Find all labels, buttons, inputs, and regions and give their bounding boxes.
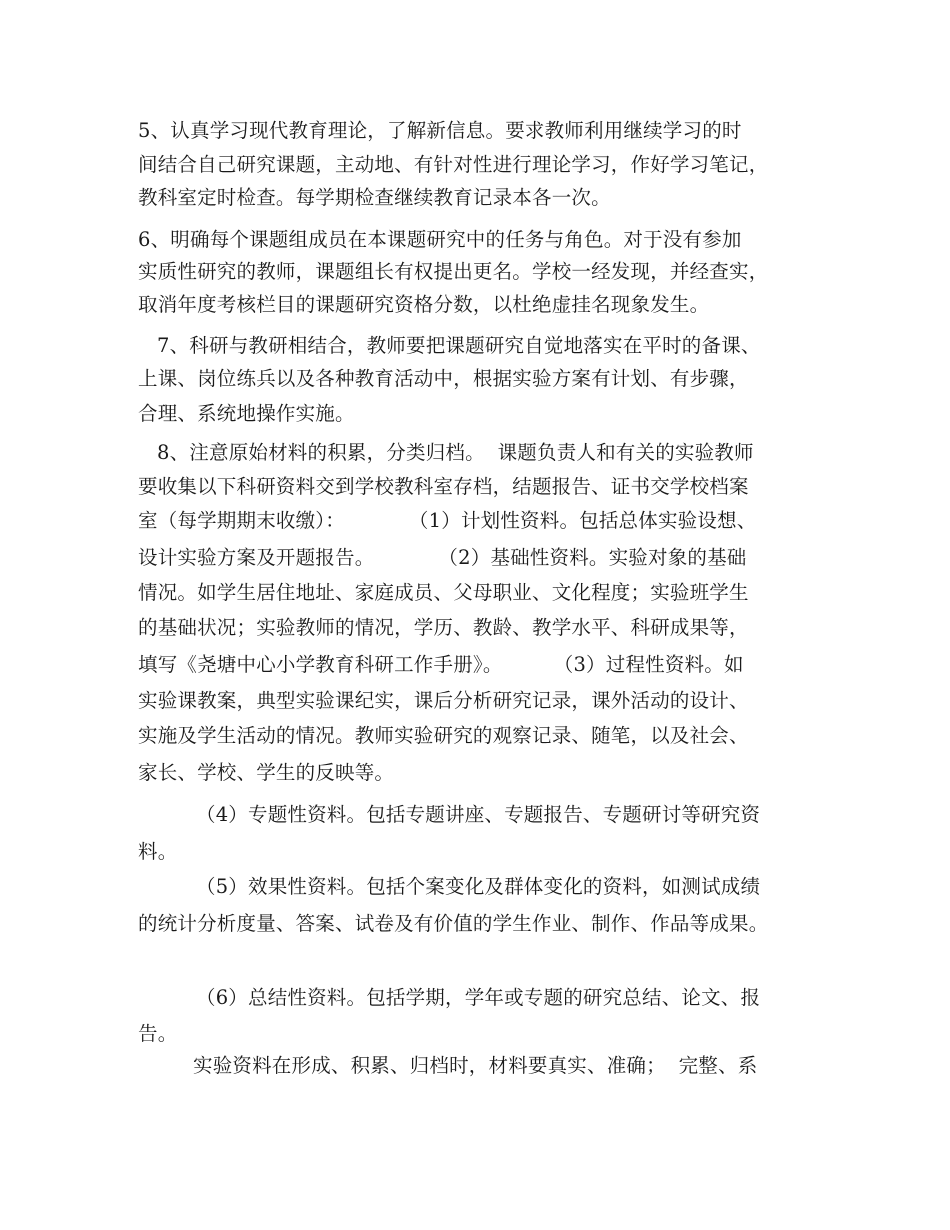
text-line: 实验资料在形成、积累、归档时，材料要真实、准确； 完整、系: [193, 1054, 758, 1077]
text-line: 填写《尧塘中心小学教育科研工作手册》。 （3）过程性资料。如: [138, 653, 744, 676]
text-line: 上课、岗位练兵以及各种教育活动中，根据实验方案有计划、有步骤，: [138, 367, 749, 390]
text-line: （6）总结性资料。包括学期，学年或专题的研究总结、论文、报: [196, 986, 761, 1009]
text-line: 合理、系统地操作实施。: [138, 402, 355, 425]
text-line: 实验课教案，典型实验课纪实，课后分析研究记录，课外活动的设计、: [138, 689, 749, 712]
text-line: 要收集以下科研资料交到学校教科室存档，结题报告、证书交学校档案: [138, 475, 749, 498]
text-line: 实施及学生活动的情况。教师实验研究的观察记录、随笔，以及社会、: [138, 724, 749, 747]
text-line: 告。: [138, 1022, 178, 1045]
text-line: 6、明确每个课题组成员在本课题研究中的任务与角色。对于没有参加: [138, 228, 742, 251]
text-line: （4）专题性资料。包括专题讲座、专题报告、专题研讨等研究资: [196, 803, 761, 826]
text-line: （5）效果性资料。包括个案变化及群体变化的资料，如测试成绩: [196, 875, 761, 898]
text-line: 间结合自己研究课题，主动地、有针对性进行理论学习，作好学习笔记，: [138, 153, 769, 176]
text-line: 8、注意原始材料的积累，分类归档。 课题负责人和有关的实验教师: [157, 441, 754, 464]
text-line: 料。: [138, 840, 178, 863]
text-line: 情况。如学生居住地址、家庭成员、父母职业、文化程度；实验班学生: [138, 581, 749, 604]
text-line: 7、科研与教研相结合，教师要把课题研究自觉地落实在平时的备课、: [157, 334, 761, 357]
text-line: 的统计分析度量、答案、试卷及有价值的学生作业、制作、作品等成果。: [138, 912, 769, 935]
text-line: 5、认真学习现代教育理论，了解新信息。要求教师利用继续学习的时: [138, 119, 742, 142]
text-line: 家长、学校、学生的反映等。: [138, 761, 395, 784]
text-line: 的基础状况；实验教师的情况，学历、教龄、教学水平、科研成果等，: [138, 616, 749, 639]
text-line: 室（每学期期末收缴）： （1）计划性资料。包括总体实验设想、: [138, 509, 757, 532]
text-line: 设计实验方案及开题报告。 （2）基础性资料。实验对象的基础: [138, 546, 747, 569]
text-line: 实质性研究的教师，课题组长有权提出更名。学校一经发现，并经查实，: [138, 260, 769, 283]
text-line: 教科室定时检查。每学期检查继续教育记录本各一次。: [138, 186, 611, 209]
text-line: 取消年度考核栏目的课题研究资格分数，以杜绝虚挂名现象发生。: [138, 293, 710, 316]
